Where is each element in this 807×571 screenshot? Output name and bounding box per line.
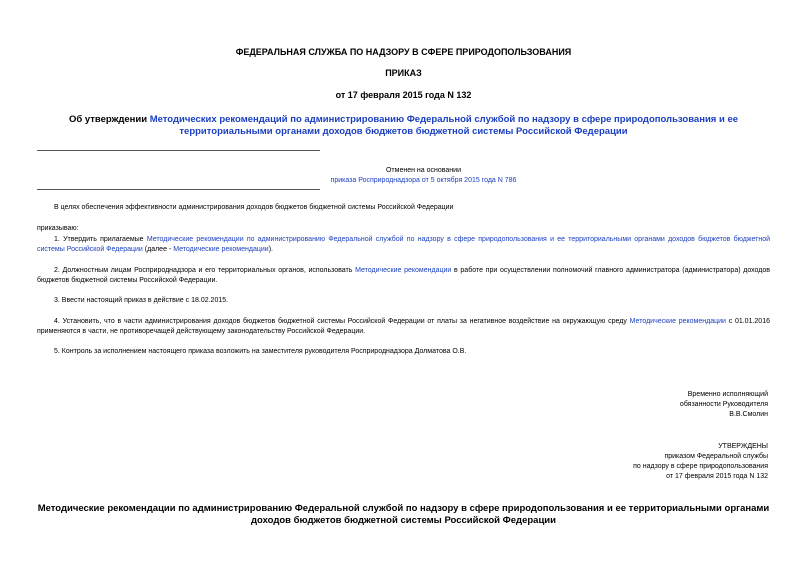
signature-name: В.В.Смолин bbox=[729, 411, 768, 418]
doc-type-heading: ПРИКАЗ bbox=[385, 68, 422, 78]
approval-line-2: приказом Федеральной службы bbox=[664, 453, 768, 460]
agency-heading: ФЕДЕРАЛЬНАЯ СЛУЖБА ПО НАДЗОРУ В СФЕРЕ ПРИРОДОПОЛЬЗОВАНИЯ bbox=[235, 47, 572, 57]
date-number-heading: от 17 февраля 2015 года N 132 bbox=[335, 90, 472, 100]
approval-line-4: от 17 февраля 2015 года N 132 bbox=[666, 473, 768, 480]
paragraph-5: 5. Контроль за исполнением настоящего приказа возложить на заместителя руководителя Росприроднадзора Долматова О.В. bbox=[54, 348, 467, 355]
divider-top bbox=[37, 150, 320, 151]
signature-line-1: Временно исполняющий bbox=[687, 391, 768, 398]
title-prefix: Об утверждении bbox=[68, 114, 150, 125]
title-link[interactable]: Методических рекомендаций по администрированию Федеральной службой по надзору в сфере природопользования и ее территориальными органами доходов бюджетов бюджетной системы Российской Федерации bbox=[149, 114, 739, 137]
p2-text-b: в работе при осуществлении полномочий главного администратора (администратора) доходов бюджетов бюджетной системы Российской Федерации. bbox=[37, 267, 770, 284]
paragraph-1 bbox=[37, 235, 770, 255]
paragraph-4 bbox=[37, 317, 770, 337]
approval-line-1: УТВЕРЖДЕНЫ bbox=[718, 443, 768, 450]
divider-bottom bbox=[37, 189, 320, 190]
p1-text-a: 1. Утвердить прилагаемые bbox=[54, 236, 147, 243]
p4-text-b: с 01.01.2016 применяются в части, не противоречащей действующему законодательству Российской Федерации. bbox=[37, 318, 770, 335]
cancellation-note bbox=[300, 166, 547, 186]
paragraph-3: 3. Ввести настоящий приказ в действие с 18.02.2015. bbox=[54, 297, 229, 304]
p1-text-c: ). bbox=[268, 246, 273, 253]
signature-line-2: обязанности Руководителя bbox=[679, 401, 768, 408]
approval-line-3: по надзору в сфере природопользования bbox=[633, 463, 768, 470]
recommendations-title: Методические рекомендации по администрированию Федеральной службой по надзору в сфере природопользования и ее территориальными органами доходов бюджетов бюджетной системы Российской Федерации bbox=[37, 503, 770, 526]
p2-text-a: 2. Должностным лицам Росприроднадзора и его территориальных органов, использовать bbox=[54, 267, 356, 274]
approval-block bbox=[633, 442, 768, 482]
order-word: приказываю: bbox=[37, 225, 79, 232]
p4-text-a: 4. Установить, что в части администрирования доходов бюджетов бюджетной системы Российской Федерации от платы за негативное воздействие на окружающую среду bbox=[54, 318, 630, 325]
document-title bbox=[30, 114, 777, 138]
p1-recommendations-link[interactable]: Методические рекомендации по администрированию Федеральной службой по надзору в сфере природопользования и ее территориальными органами доходов бюджетов бюджетной системы Российской Федерации bbox=[37, 236, 770, 253]
cancellation-link[interactable]: приказа Росприроднадзора от 5 октября 2015 года N 786 bbox=[330, 177, 517, 184]
paragraph-2 bbox=[37, 266, 770, 286]
p2-recommendations-link[interactable]: Методические рекомендации bbox=[355, 267, 452, 274]
p1-short-link[interactable]: Методические рекомендации bbox=[173, 246, 269, 253]
p4-recommendations-link[interactable]: Методические рекомендации bbox=[629, 318, 726, 325]
cancellation-label: Отменен на основании bbox=[385, 167, 461, 174]
p1-text-b: (далее - bbox=[142, 246, 174, 253]
signature-block bbox=[680, 390, 768, 420]
intro-paragraph: В целях обеспечения эффективности администрирования доходов бюджетов бюджетной системы Российской Федерации bbox=[54, 204, 454, 211]
